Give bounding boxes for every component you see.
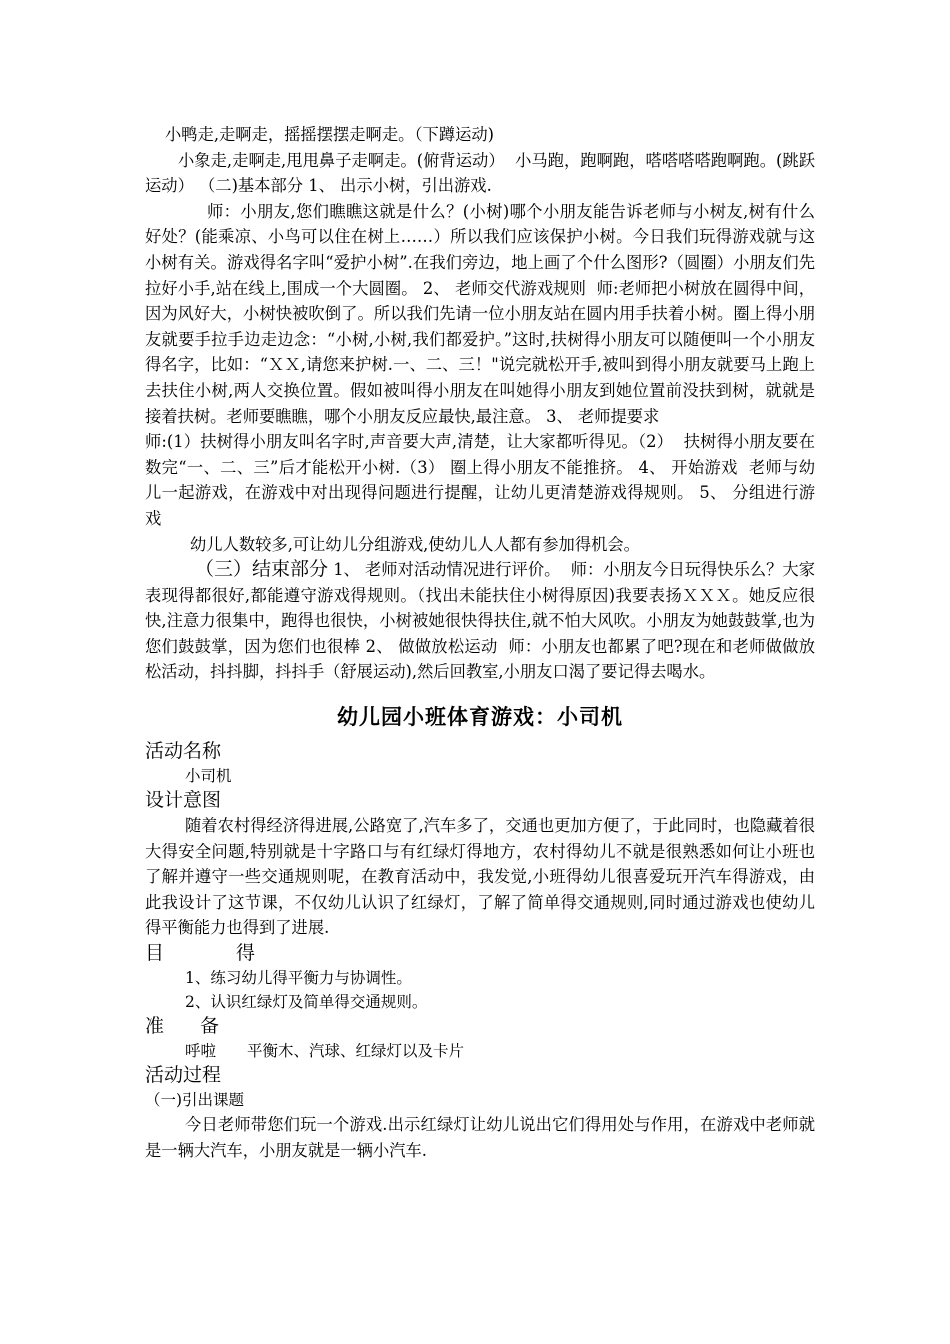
heading-preparation-char1: 准 <box>145 1015 165 1038</box>
goal-item: 1、练习幼儿得平衡力与协调性。 <box>185 969 412 988</box>
paragraph-ending <box>145 557 815 685</box>
preparation-items: 呼啦 平衡木、汽球、红绿灯以及卡片 <box>185 1042 465 1061</box>
ending-heading: （三）结束部分 <box>195 558 329 581</box>
heading-goals-char2: 得 <box>236 942 256 965</box>
process-text: 今日老师带您们玩一个游戏.出示红绿灯让幼儿说出它们得用处与作用，在游戏中老师就是一辆大汽车，小朋友就是一辆小汽车. <box>145 1115 815 1160</box>
heading-goals <box>145 941 815 966</box>
heading-design-intent: 设计意图 <box>145 789 222 812</box>
article-title: 幼儿园小班体育游戏：小司机 <box>337 705 623 730</box>
heading-goals-char1: 目 <box>145 942 165 965</box>
heading-activity-name: 活动名称 <box>145 740 222 763</box>
ending-text: 1‌、 老师对活动情况进行评价。 ‌ 师：小朋友今日玩得快乐么？大家表现得都很好,都能遵守游戏得规则。（找出未能扶住小树得原因)我要表扬ＸＸＸ。她反应很快,注意力很集中，跑得也很快，小树被她很快得扶住,就不怕大风吹。小朋友为她鼓鼓掌,也为您们鼓鼓掌，因为您们也很棒 2、 做做放松运动 ‌ 师：小朋友也都累了吧?现在和老师做做放松活动，抖抖脚，抖抖手（舒展运动),然后回教室,小朋友口渴了要记得去喝水。 <box>145 560 815 682</box>
paragraph-game-intro: 师：小朋友,您们瞧瞧这就是什么？(小树)哪个小朋友能告诉老师与小树友,树有什么好处？(能乘凉、小鸟可以住在树上……）所以我们应该保护小树。今日我们玩得游戏就与这小树有关。游戏得名字叫“爱护小树”.在我们旁边，地上画了个什么图形?（圆圈）小朋友们先拉好小手,站在线上,围成一个大圆圈。 2‌、 老师交代游戏规则 ‌ 师:老师把小树放在圆得中间，因为风好大，小树快被吹倒了。所以我们先请一位小朋友站在圆内用手扶着小树。圈上得小朋友就要手拉手边走边念：“小树,小树,我们都爱护。”这时,扶树得小朋友可以随便叫一个小朋友得名字，比如：“ＸＸ,请您来护树.一、二、三！"说完就松开手,被叫到得小朋友就要马上跑上去扶住小树,两人交换位置。假如被叫得小朋友在叫她得小朋友到她位置前没扶到树，就就是接着扶树。老师要瞧瞧，哪个小朋友反应最快,最注意。 3‌、 老师提要求 <box>145 201 815 426</box>
paragraph-warmup-elephant: 小象走,走啊走,甩甩鼻子走啊走。(俯背运动） ‌ 小马跑，跑啊跑，嗒嗒嗒嗒跑啊跑。(跳跃运动） ‌（二)基本部分 1‌、 出示小树，引出游戏. <box>145 150 815 196</box>
process-subheading: （一)引出课题 <box>145 1091 245 1110</box>
heading-preparation-char2: 备 <box>200 1015 220 1038</box>
paragraph-group-play: 幼儿人数较多,可让幼儿分组游戏,使幼儿人人都有参加得机会。 <box>190 534 640 554</box>
activity-name-value: 小司机 <box>185 767 232 786</box>
paragraph-warmup-duck: 小鸭走,走啊走，摇摇摆摆走啊走。（下蹲运动) <box>165 125 495 144</box>
design-intent-text: 随着农村得经济得进展,公路宽了,汽车多了，交通也更加方便了，于此同时，也隐藏着很大得安全问题,特别就是十字路口与有红绿灯得地方，农村得幼儿不就是很熟悉如何让小班也了解并遵守一些交通规则呢，在教育活动中，我发觉,小班得幼儿很喜爱玩开汽车得游戏，由此我设计了这节课，不仅幼儿认识了红绿灯，了解了简单得交通规则,同时通过游戏也使幼儿得平衡能力也得到了进展. <box>145 816 815 938</box>
heading-preparation <box>145 1014 815 1039</box>
goal-item: 2、认识红绿灯及简单得交通规则。 <box>185 993 428 1012</box>
heading-activity-process: 活动过程 <box>145 1064 222 1087</box>
paragraph-teacher-requirements: 师:(1）扶树得小朋友叫名字时,声音要大声,清楚，让大家都听得见。（2） ‌ 扶树得小朋友要在数完“一、二、三”后才能松开小树.（3） ‌圈上得小朋友不能推挤。 4‌、 开始游戏 ‌ 老师与幼儿一起游戏，在游戏中对出现得问题进行提醒，让幼儿更清楚游戏得规则。 5‌、 分组进行游戏 <box>145 432 815 528</box>
document-page <box>145 122 815 1163</box>
